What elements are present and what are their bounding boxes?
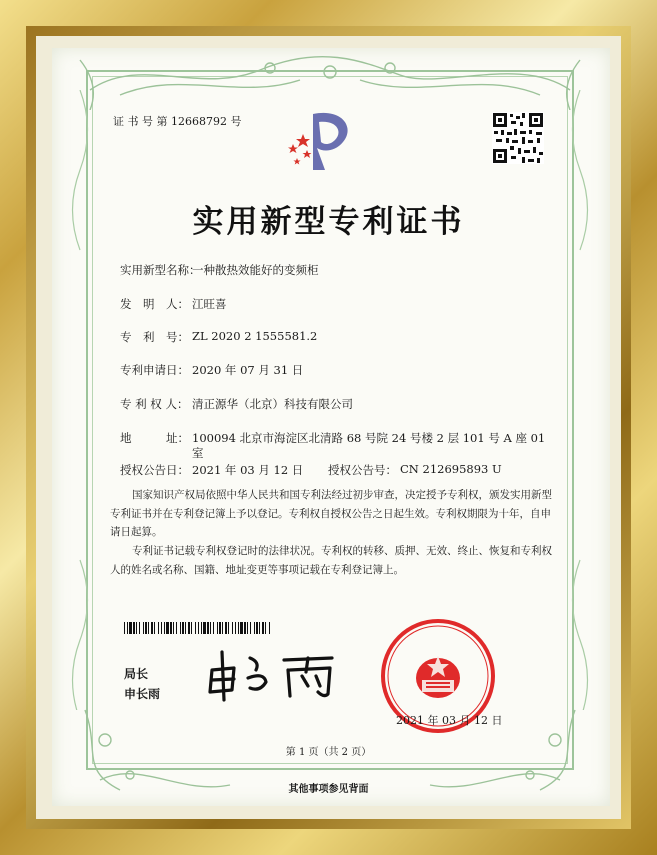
- back-note: 其他事项参见背面: [288, 784, 369, 795]
- director-name: 申长雨: [124, 687, 161, 701]
- field-label-address: 地 址：: [120, 431, 189, 445]
- field-label-pub-date: 授权公告日：: [120, 463, 189, 477]
- right-ornament: [560, 90, 600, 710]
- seal-date: 2021 年 03 月 12 日: [396, 714, 503, 727]
- field-value-pub-date: 2021 年 03 月 12 日: [192, 463, 304, 477]
- field-label-patent-no: 专 利 号：: [120, 330, 189, 344]
- barcode-icon: [124, 622, 273, 634]
- field-label-inventor: 发 明 人：: [120, 297, 189, 311]
- field-value-patent-no: ZL 2020 2 1555581.2: [192, 329, 318, 343]
- field-value-filing-date: 2020 年 07 月 31 日: [192, 363, 304, 377]
- certificate-number: 证 书 号 第 12668792 号: [113, 115, 242, 128]
- left-ornament: [60, 90, 100, 710]
- certificate-title: 实用新型专利证书: [192, 204, 465, 240]
- field-value-address: 100094 北京市海淀区北清路 68 号院 24 号楼 2 层 101 号 A 座 01: [192, 431, 546, 445]
- field-value-address-line2: 室: [192, 446, 204, 460]
- top-ornament: [60, 50, 600, 110]
- field-value-patentee: 清正源华（北京）科技有限公司: [192, 397, 353, 411]
- director-title: 局长: [124, 667, 149, 681]
- page-info: 第 1 页（共 2 页）: [285, 747, 372, 758]
- field-label-filing-date: 专利申请日：: [120, 363, 189, 377]
- director-signature: [204, 648, 340, 702]
- field-value-pub-no: CN 212695893 U: [400, 462, 502, 476]
- field-value-inventor: 江旺喜: [192, 297, 227, 311]
- field-label-pub-no: 授权公告号：: [328, 463, 397, 477]
- field-label-name: 实用新型名称：: [120, 263, 201, 277]
- qr-code-icon: [492, 112, 544, 164]
- field-value-name: 一种散热效能好的变频柜: [192, 263, 319, 277]
- legal-status-statement: 专利证书记载专利权登记时的法律状况。专利权的转移、质押、无效、终止、恢复和专利权人的姓名或名称、国籍、地址变更等事项记载在专利登记簿上。: [110, 545, 552, 576]
- cnipa-logo-icon: [283, 108, 363, 172]
- grant-statement: 国家知识产权局依照中华人民共和国专利法经过初步审查，决定授予专利权，颁发实用新型专利证书并在专利登记簿上予以登记。专利权自授权公告之日起生效。专利权期限为十年，自申请日起算。: [110, 489, 552, 538]
- field-label-patentee: 专 利 权 人：: [120, 397, 189, 411]
